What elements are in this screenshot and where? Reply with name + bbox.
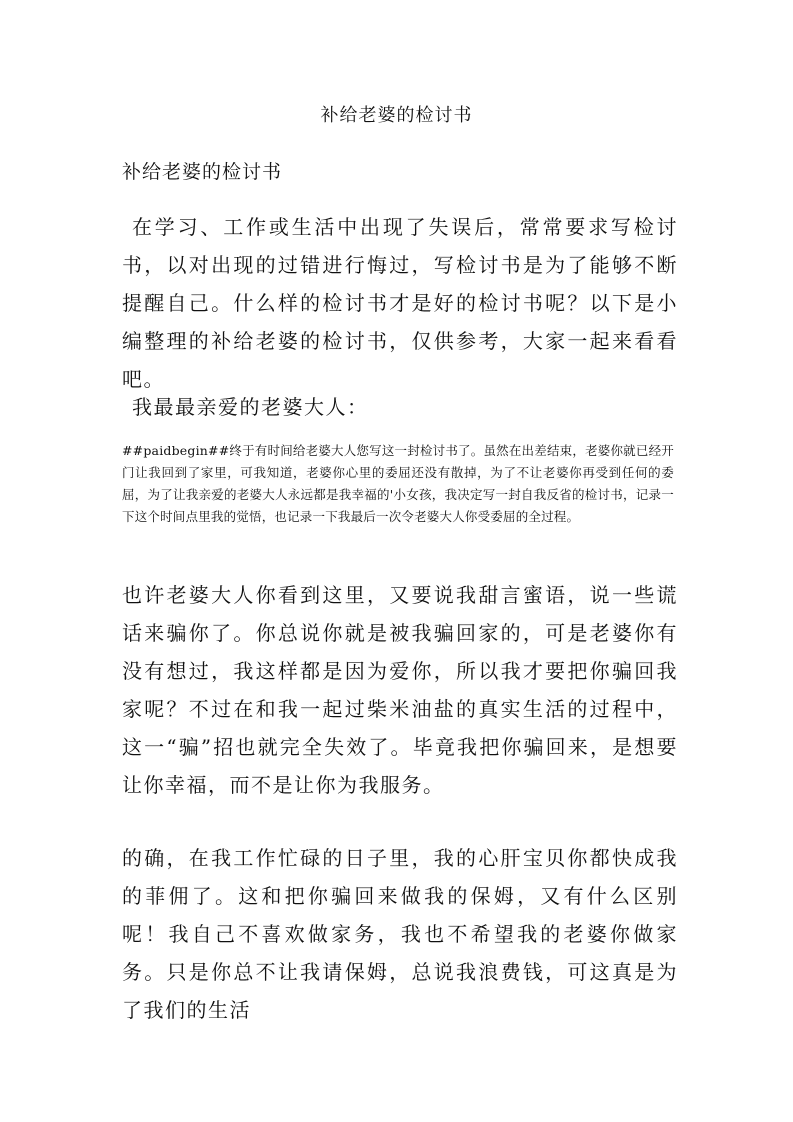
letter-paragraph-3: 的确，在我工作忙碌的日子里，我的心肝宝贝你都快成我的菲佣了。这和把你骗回来做我的保姆，又有什么区别呢！我自己不喜欢做家务，我也不希望我的老婆你做家务。只是你总不让我请保姆，总说我浪费钱，可这真是为了我们的生活 [122, 846, 678, 1022]
document-subtitle: 补给老婆的检讨书 [122, 161, 283, 183]
intro-paragraph: 在学习、工作或生活中出现了失误后，常常要求写检讨书，以对出现的过错进行悔过，写检讨书是为了能够不断提醒自己。什么样的检讨书才是好的检讨书呢？以下是小编整理的补给老婆的检讨书，仅供参考，大家一起来看看吧。 [122, 215, 678, 391]
letter-paragraph-2: 也许老婆大人你看到这里，又要说我甜言蜜语，说一些谎话来骗你了。你总说你就是被我骗回家的，可是老婆你有没有想过，我这样都是因为爱你，所以我才要把你骗回我家呢？不过在和我一起过柴米油盐的真实生活的过程中，这一“骗”招也就完全失效了。毕竟我把你骗回来，是想要让你幸福，而不是让你为我服务。 [122, 583, 678, 797]
document-title: 补给老婆的检讨书 [320, 105, 473, 126]
letter-paragraph-1: ##paidbegin##终于有时间给老婆大人您写这一封检讨书了。虽然在出差结束，老婆你就已经开门让我回到了家里，可我知道，老婆你心里的委屈还没有散掉，为了不让老婆你再受到任何的委屈，为了让我亲爱的老婆大人永远都是我幸福的'小女孩，我决定写一封自我反省的检讨书，记录一下这个时间点里我的觉悟，也记录一下我最后一次令老婆大人你受委屈的全过程。 [122, 443, 674, 524]
letter-greeting: 我最最亲爱的老婆大人： [132, 395, 369, 419]
